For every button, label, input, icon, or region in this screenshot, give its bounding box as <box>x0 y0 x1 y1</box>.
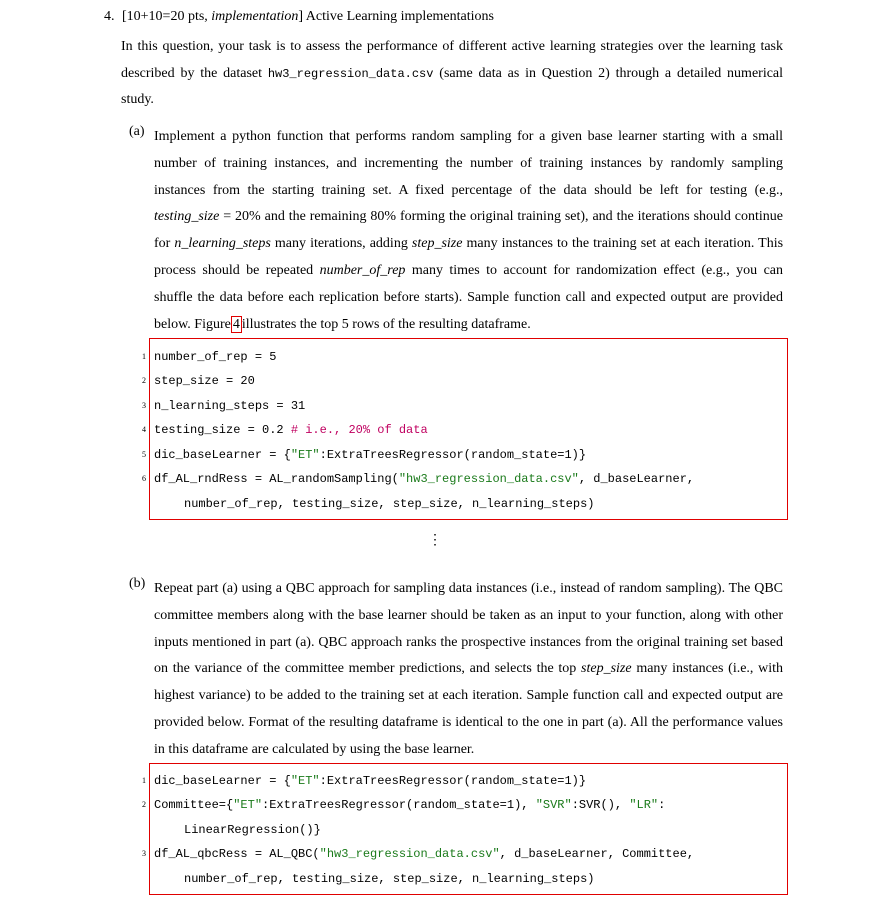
vertical-ellipsis: ⋮ <box>428 533 442 548</box>
code-listing-a: 1 number_of_rep = 5 2 step_size = 20 3 n_learning_steps = 31 4 testing_size = 0.2 # i.e., 20% of data 5 dic_baseLearner = {"ET":ExtraTreesRegressor(random_state=1)} 6 df_AL_rndRess = AL_randomSampling("hw3_regression_data.csv", d_baseLearner, number_of_rep, testing_size, step_size, n_learning_steps) <box>149 338 788 520</box>
code-string: "ET" <box>290 448 320 462</box>
code-string: "LR" <box>629 798 659 812</box>
part-b-label: (b) <box>129 576 146 591</box>
code-string: "hw3_regression_data.csv" <box>319 847 500 861</box>
dataset-filename: hw3_regression_data.csv <box>267 66 434 81</box>
question-kind: implementation <box>211 9 299 24</box>
question-points: [10+10=20 pts, <box>122 9 208 24</box>
part-a-label: (a) <box>129 124 145 139</box>
code-string: "ET" <box>290 774 320 788</box>
question-title: ] Active Learning implementations <box>298 9 494 24</box>
figure-ref-link[interactable]: 4 <box>232 316 240 332</box>
question-number: 4. <box>104 9 115 24</box>
question-header <box>104 8 494 26</box>
part-b-text: Repeat part (a) using a QBC approach for sampling data instances (i.e., instead of random sampling). The QBC committee members along with the base learner should be taken as an input to your function, along with other inputs mentioned in part (a). QBC approach ranks the prospective instances from the original training set based on the variance of the committee member predictions, and selects the top step_size many instances (i.e., with highest variance) to be added to the training set at each iteration. Sample function call and expected output are provided below. Format of the resulting dataframe is identical to the one in part (a). All the performance values in this dataframe are calculated by using the base learner. <box>154 581 784 757</box>
code-string: "ET" <box>233 798 263 812</box>
code-listing-b: 1 dic_baseLearner = {"ET":ExtraTreesRegressor(random_state=1)} 2 Committee={"ET":ExtraTreesRegressor(random_state=1), "SVR":SVR(), "LR": LinearRegression()} 3 df_AL_qbcRess = AL_QBC("hw3_regression_data.csv", d_baseLearner, Committee, number_of_rep, testing_size, step_size, n_learning_steps) <box>149 763 788 895</box>
code-string: "SVR" <box>535 798 572 812</box>
code-comment: # i.e., 20% of data <box>290 423 428 437</box>
code-string: "hw3_regression_data.csv" <box>398 472 579 486</box>
part-a-text: Implement a python function that performs random sampling for a given base learner starting with a small number of training instances, and incrementing the number of training instances by randomly sampling instances from the starting training set. A fixed percentage of the data should be left for testing (e.g., testing_size = 20% and the remaining 80% forming the original training set), and the iterations should continue for n_learning_steps many iterations, adding step_size many instances to the training set at each iteration. This process should be repeated number_of_rep many times to account for randomization effect (e.g., you can shuffle the data before each replication before starts). Sample function call and expected output are provided below. Figure 4 illustrates the top 5 rows of the resulting dataframe. <box>154 129 784 332</box>
question-intro: In this question, your task is to assess the performance of different active learning strategies over the learning task described by the dataset hw3_regression_data.csv (same data as in Question 2) through a detailed numerical study. <box>121 39 784 108</box>
